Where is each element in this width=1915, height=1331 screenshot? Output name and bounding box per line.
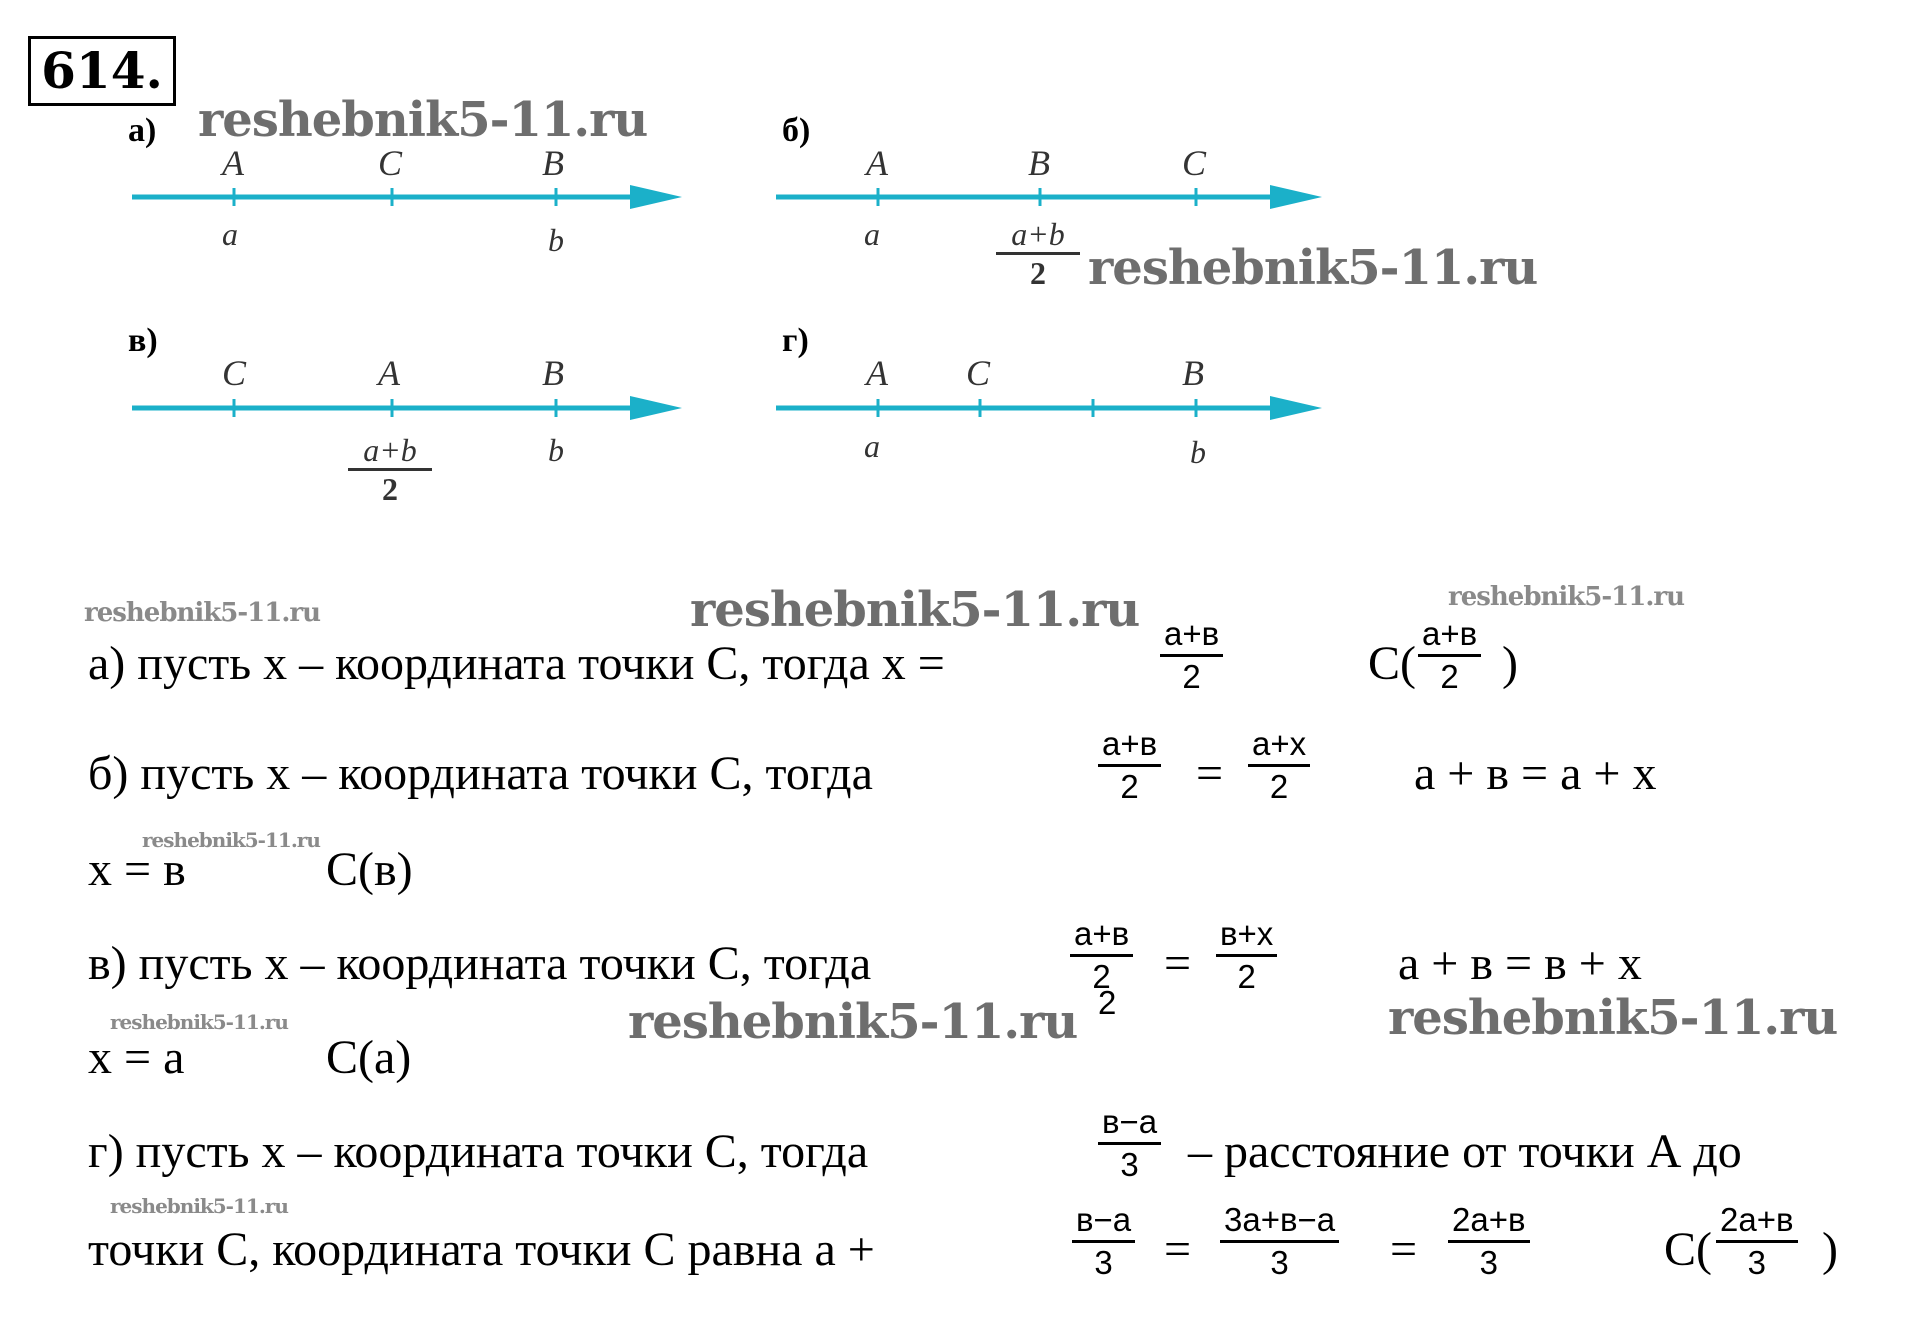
fraction-denominator: 3 bbox=[1479, 1244, 1498, 1281]
fraction-denominator: 2 bbox=[1182, 658, 1201, 695]
axis-b bbox=[776, 185, 1322, 209]
fraction bbox=[1216, 914, 1277, 997]
point-label: A bbox=[378, 353, 400, 393]
fraction-numerator: в+х bbox=[1220, 915, 1274, 952]
solution-a-text: а) пусть х – координата точки С, тогда х = bbox=[88, 637, 945, 690]
solution-b-result: х = в bbox=[88, 843, 186, 896]
fraction-numerator: 3а+в−а bbox=[1224, 1201, 1336, 1238]
fraction-denominator: 2 bbox=[1030, 255, 1046, 291]
point-label: C bbox=[1182, 143, 1207, 183]
watermark: reshebnik5-11.ru bbox=[628, 994, 1078, 1050]
fraction bbox=[1418, 614, 1481, 697]
axis-g bbox=[776, 396, 1322, 420]
coordinate-fraction bbox=[996, 216, 1080, 291]
point-label: B bbox=[542, 353, 564, 393]
point-c-close: ) bbox=[1502, 637, 1518, 690]
stray-digit: 2 bbox=[1098, 984, 1117, 1021]
fraction-denominator: 3 bbox=[1120, 1146, 1139, 1183]
equals-sign: = bbox=[1196, 747, 1224, 800]
axis-v bbox=[132, 396, 682, 420]
watermark: reshebnik5-11.ru bbox=[110, 1194, 288, 1218]
watermark: reshebnik5-11.ru bbox=[84, 598, 321, 628]
point-label: B bbox=[1028, 143, 1050, 183]
fraction bbox=[1098, 1102, 1161, 1185]
point-label: B bbox=[542, 143, 564, 183]
fraction-denominator: 2 bbox=[1237, 958, 1256, 995]
fraction bbox=[1098, 724, 1161, 807]
watermark: reshebnik5-11.ru bbox=[1448, 582, 1685, 612]
point-c-open: С( bbox=[1664, 1223, 1712, 1276]
figure-label-g: г) bbox=[782, 322, 809, 359]
equals-sign: = bbox=[1164, 1223, 1192, 1276]
fraction-denominator: 2 bbox=[1092, 958, 1111, 995]
number-line-figures bbox=[0, 0, 1915, 560]
point-label: C bbox=[378, 143, 403, 183]
point-c-close: ) bbox=[1822, 1223, 1838, 1276]
coordinate-label: b bbox=[1190, 434, 1206, 470]
fraction-denominator: 2 bbox=[1440, 658, 1459, 695]
equals-sign: = bbox=[1390, 1223, 1418, 1276]
fraction-numerator: в−а bbox=[1102, 1103, 1158, 1140]
solution-v-text: в) пусть х – координата точки С, тогда bbox=[88, 937, 872, 990]
fraction-numerator: 2а+в bbox=[1720, 1201, 1794, 1238]
equation: а + в = в + х bbox=[1398, 937, 1642, 990]
coordinate-label: a bbox=[864, 216, 880, 252]
fraction bbox=[1448, 1200, 1530, 1283]
fraction bbox=[1248, 724, 1310, 807]
fraction bbox=[1716, 1200, 1798, 1283]
fraction-numerator: a+b bbox=[363, 432, 417, 468]
fraction-denominator: 2 bbox=[382, 471, 398, 507]
solution-v-point: С(а) bbox=[326, 1031, 412, 1084]
fraction-denominator: 2 bbox=[1120, 768, 1139, 805]
watermark: reshebnik5-11.ru bbox=[110, 1010, 288, 1034]
solution-g-text: г) пусть х – координата точки С, тогда bbox=[88, 1125, 869, 1178]
point-label: A bbox=[866, 353, 888, 393]
fraction-denominator: 3 bbox=[1270, 1244, 1289, 1281]
solution-g-tail: – расстояние от точки А до bbox=[1188, 1125, 1742, 1178]
equals-sign: = bbox=[1164, 937, 1192, 990]
fraction-numerator: а+в bbox=[1102, 725, 1158, 762]
fraction-numerator: а+в bbox=[1164, 615, 1220, 652]
axis-a bbox=[132, 185, 682, 209]
solution-b-point: С(в) bbox=[326, 843, 413, 896]
figure-label-a: а) bbox=[128, 112, 157, 149]
figure-label-v: в) bbox=[128, 322, 158, 359]
point-label: B bbox=[1182, 353, 1204, 393]
fraction-numerator: в−а bbox=[1076, 1201, 1132, 1238]
fraction-numerator: 2а+в bbox=[1452, 1201, 1526, 1238]
solution-v-result: х = а bbox=[88, 1031, 185, 1084]
point-label: A bbox=[222, 143, 244, 183]
watermark: reshebnik5-11.ru bbox=[1388, 990, 1838, 1046]
figure-label-b: б) bbox=[782, 112, 811, 149]
fraction bbox=[1160, 614, 1223, 697]
fraction bbox=[1220, 1200, 1339, 1283]
problem-number: 614. bbox=[28, 36, 176, 106]
solution-g-line2: точки С, координата точки С равна а + bbox=[88, 1223, 875, 1276]
equation: а + в = а + х bbox=[1414, 747, 1657, 800]
coordinate-label: b bbox=[548, 222, 564, 258]
fraction-numerator: а+в bbox=[1422, 615, 1478, 652]
coordinate-label: a bbox=[222, 216, 238, 252]
coordinate-fraction bbox=[348, 432, 432, 507]
watermark: reshebnik5-11.ru bbox=[198, 92, 648, 148]
fraction-numerator: а+х bbox=[1252, 725, 1307, 762]
fraction-numerator: a+b bbox=[1011, 216, 1065, 252]
watermark: reshebnik5-11.ru bbox=[142, 828, 320, 852]
fraction-denominator: 3 bbox=[1747, 1244, 1766, 1281]
watermark: reshebnik5-11.ru bbox=[690, 582, 1140, 638]
fraction bbox=[1072, 1200, 1135, 1283]
coordinate-label: b bbox=[548, 432, 564, 468]
point-label: A bbox=[866, 143, 888, 183]
solution-b-text: б) пусть х – координата точки С, тогда bbox=[88, 747, 873, 800]
watermark: reshebnik5-11.ru bbox=[1088, 240, 1538, 296]
fraction-denominator: 3 bbox=[1094, 1244, 1113, 1281]
fraction-denominator: 2 bbox=[1269, 768, 1289, 805]
point-label: C bbox=[222, 353, 247, 393]
coordinate-label: a bbox=[864, 428, 880, 464]
point-c-open: С( bbox=[1368, 637, 1416, 690]
point-label: C bbox=[966, 353, 991, 393]
fraction-numerator: а+в bbox=[1074, 915, 1130, 952]
